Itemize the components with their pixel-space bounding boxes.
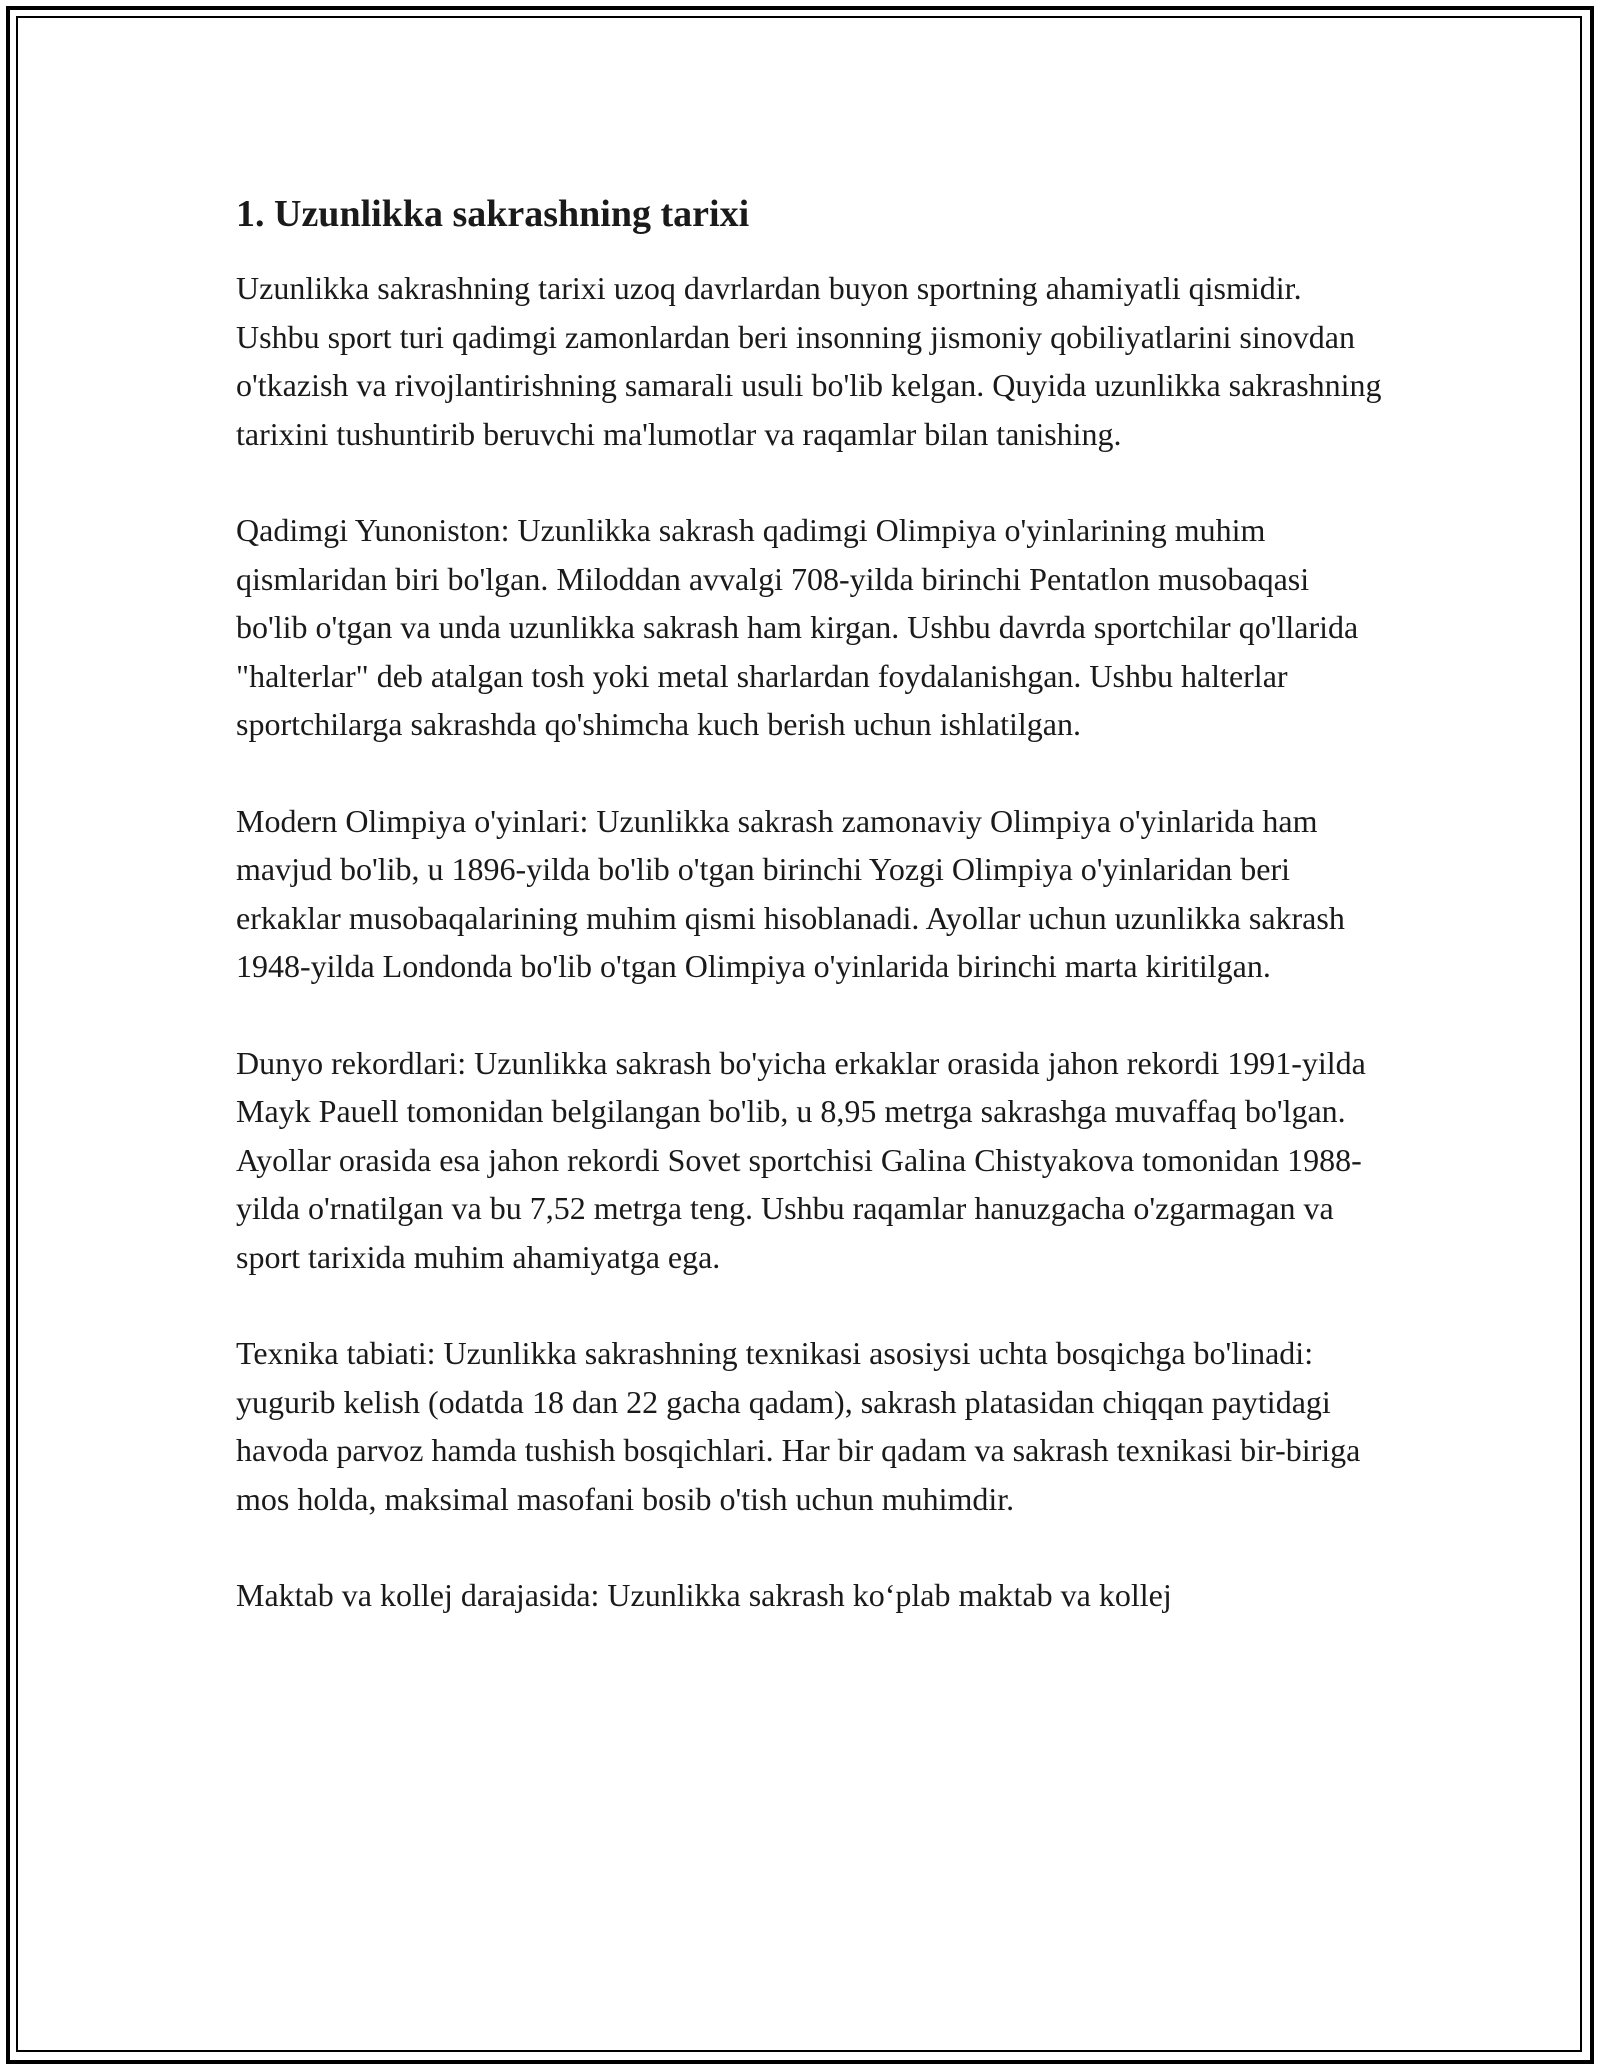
paragraph-modern-olympics: Modern Olimpiya o'yinlari: Uzunlikka sakrash zamonaviy Olimpiya o'yinlarida ham mavjud bo'lib, u 1896-yilda bo'lib o'tgan birinchi Yozgi Olimpiya o'yinlaridan beri erkaklar musobaqalarining muhim qismi hisoblanadi. Ayollar uchun uzunlikka sakrash 1948-yilda Londonda bo'lib o'tgan Olimpiya o'yinlarida birinchi marta kiritilgan. — [236, 802, 1345, 984]
document-body — [236, 190, 1386, 1668]
paragraph-ancient-greece: Qadimgi Yunoniston: Uzunlikka sakrash qadimgi Olimpiya o'yinlarining muhim qismlaridan biri bo'lgan. Miloddan avvalgi 708-yilda birinchi Pentatlon musobaqasi bo'lib o'tgan va unda uzunlikka sakrash ham kirgan. Ushbu davrda sportchilar qo'llarida "halterlar" deb atalgan tosh yoki metal sharlardan foydalanishgan. Ushbu halterlar sportchilarga sakrashda qo'shimcha kuch berish uchun ishlatilgan. — [236, 512, 1359, 742]
paragraph-school-college: Maktab va kollej darajasida: Uzunlikka sakrash ko‘plab maktab va kollej — [236, 1577, 1172, 1613]
paragraph-intro: Uzunlikka sakrashning tarixi uzoq davrlardan buyon sportning ahamiyatli qismidir. Ushbu sport turi qadimgi zamonlardan beri insonning jismoniy qobiliyatlarini sinovdan o'tkazish va rivojlantirishning samarali usuli bo'lib kelgan. Quyida uzunlikka sakrashning tarixini tushuntirib beruvchi ma'lumotlar va raqamlar bilan tanishing. — [236, 270, 1382, 452]
paragraph-world-records: Dunyo rekordlari: Uzunlikka sakrash bo'yicha erkaklar orasida jahon rekordi 1991-yilda Mayk Pauell tomonidan belgilangan bo'lib, u 8,95 metrga sakrashga muvaffaq bo'lgan. Ayollar orasida esa jahon rekordi Sovet sportchisi Galina Chistyakova tomonidan 1988-yilda o'rnatilgan va bu 7,52 metrga teng. Ushbu raqamlar hanuzgacha o'zgarmagan va sport tarixida muhim ahamiyatga ega. — [236, 1044, 1366, 1275]
section-heading: 1. Uzunlikka sakrashning tarixi — [236, 193, 750, 235]
paragraph-technique: Texnika tabiati: Uzunlikka sakrashning texnikasi asosiysi uchta bosqichga bo'linadi: yugurib kelish (odatda 18 dan 22 gacha qadam), sakrash platasidan chiqqan paytidagi havoda parvoz hamda tushish bosqichlari. Har bir qadam va sakrash texnikasi bir-biriga mos holda, maksimal masofani bosib o'tish uchun muhimdir. — [236, 1335, 1361, 1517]
